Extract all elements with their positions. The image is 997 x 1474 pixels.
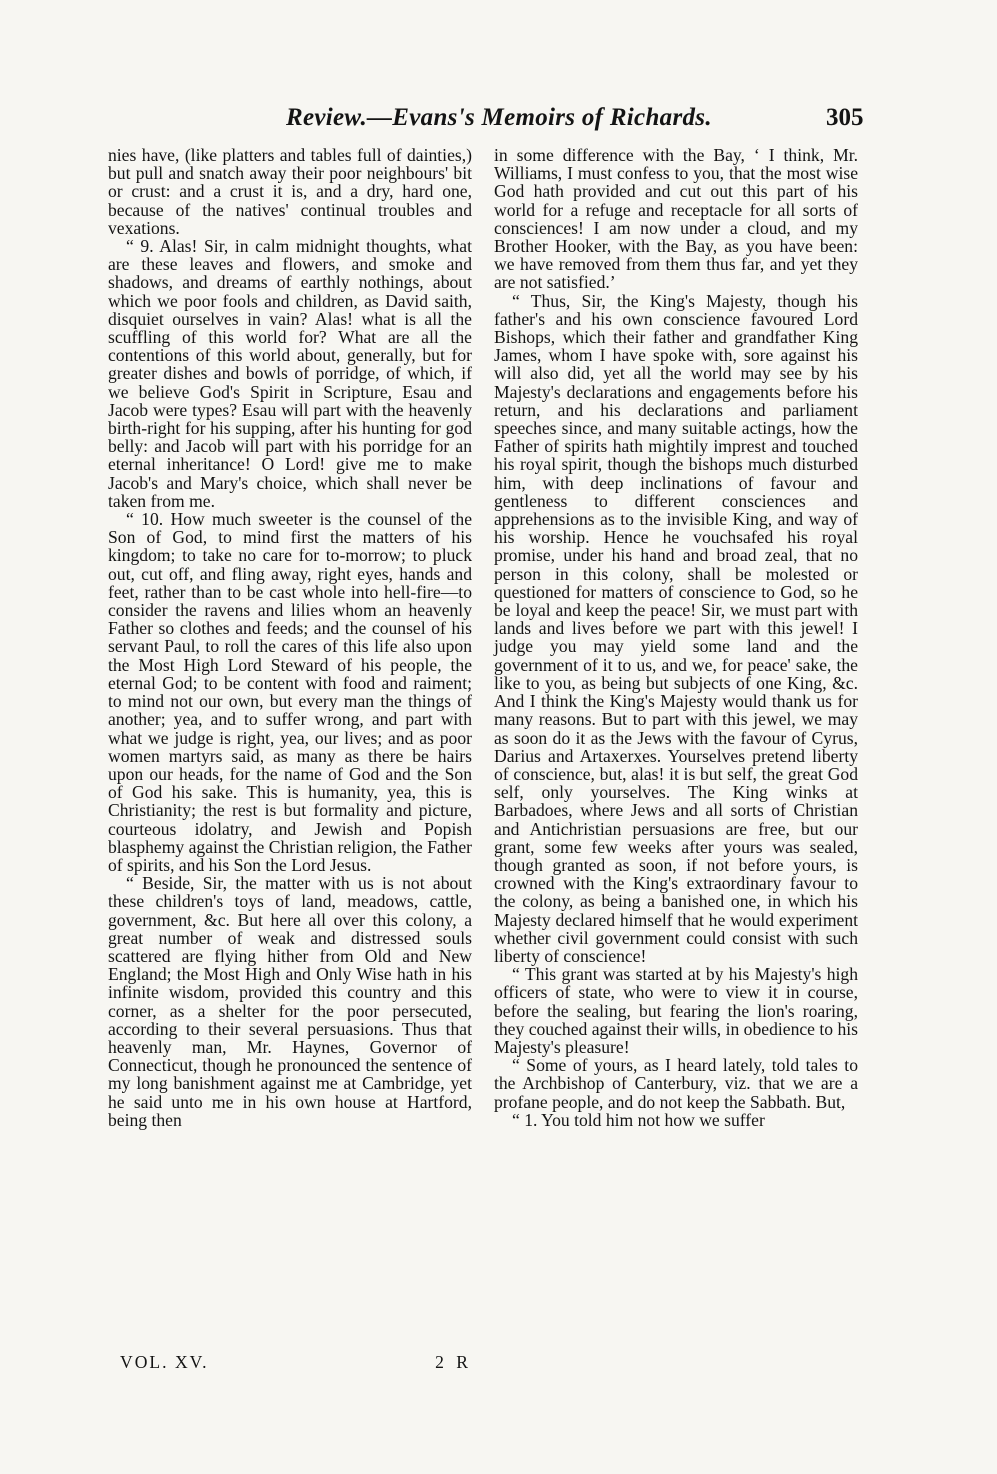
right-column [494, 146, 858, 1129]
paragraph: in some difference with the Bay, ‘ I think, Mr. Williams, I must confess to you, that the most wise God hath provided and cut out this part of his world for a refuge and receptacle for all sorts of consciences! I am now under a cloud, and my Brother Hooker, with the Bay, as you have been: we have removed from them thus far, and yet they are not satisfied.’ [494, 145, 858, 293]
page-header [0, 104, 997, 138]
paragraph: “ 10. How much sweeter is the counsel of the Son of God, to mind first the matters of his kingdom; to take no care for to-morrow; to pluck out, cut off, and fling away, right eyes, hands and feet, rather than to be cast whole into hell-fire—to consider the ravens and lilies whom an heavenly Father so clothes and feeds; and the counsel of his servant Paul, to roll the cares of this life also upon the Most High Lord Steward of his people, the eternal God; to be content with food and raiment; to mind not our own, but every man the things of another; yea, and to suffer wrong, and part with what we judge is right, yea, our lives; and as poor women martyrs said, as many as there be hairs upon our heads, for the name of God and the Son of God his sake. This is humanity, yea, this is Christianity; the rest is but formality and picture, courteous idolatry, and Jewish and Popish blasphemy against the Christian religion, the Father of spirits, and his Son the Lord Jesus. [108, 509, 473, 875]
paragraph: “ 9. Alas! Sir, in calm midnight thoughts, what are these leaves and flowers, and smoke and shadows, and dreams of earthly nothings, about which we poor fools and children, as David saith, disquiet ourselves in vain? Alas! what is all the scuffling of this world for? What are all the contentions of this world about, generally, but for greater dishes and bowls of porridge, of which, if we believe God's Spirit in Scripture, Esau and Jacob were types? Esau will part with the heavenly birth-right for his supping, after his hunting for god belly: and Jacob will part with his porridge for an eternal inheritance! O Lord! give me to make Jacob's and Mary's choice, which shall never be taken from me. [108, 236, 472, 511]
page-number: 305 [826, 104, 864, 131]
paragraph: “ This grant was started at by his Majesty's high officers of state, who were to view it in course, before the sealing, but fearing the lion's roaring, they couched against their wills, in obedience to his Majesty's pleasure! [494, 964, 858, 1057]
left-column [108, 146, 472, 1129]
paragraph: “ Beside, Sir, the matter with us is not about these children's toys of land, meadows, cattle, government, &c. But here all over this colony, a great number of weak and distressed souls scattered are flying hither from Old and New England; the Most High and Only Wise hath in his infinite wisdom, provided this country and this corner, as a shelter for the poor persecuted, according to their several persuasions. Thus that heavenly man, Mr. Haynes, Governor of Connecticut, though he pronounced the sentence of my long banishment against me at Cambridge, yet he said unto me in his own house at Hartford, being then [108, 873, 472, 1130]
running-title: Review.—Evans's Memoirs of Richards. [286, 104, 712, 131]
volume-label: VOL. XV. [120, 1352, 209, 1372]
paragraph: “ Thus, Sir, the King's Majesty, though his father's and his own conscience favoured Lord Bishops, which their father and grandfather King James, whom I have spoke with, sore against his will also did, yet all the world may see by his Majesty's declarations and engagements before his return, and his declarations and parliament speeches since, and many suitable actings, how the Father of spirits hath mightily imprest and touched his royal spirit, though the bishops much disturbed him, with deep inclinations of favour and gentleness to different consciences and apprehensions as to the invisible King, and way of his worship. Hence he vouchsafed his royal promise, under his hand and broad zeal, that no person in this colony, shall be molested or questioned for matters of conscience to God, so he be loyal and keep the peace! Sir, we must part with lands and lives before we part with this jewel! I judge you may yield some land and the government of it to us, and we, for peace' sake, the like to you, as being but subjects of one King, &c. And I think the King's Majesty would thank us for many reasons. But to part with this jewel, we may as soon do it as the Jews with the favour of Cyrus, Darius and Artaxerxes. Yourselves pretend liberty of conscience, but, alas! it is but self, the great God self, only yourselves. The King winks at Barbadoes, where Jews and all sorts of Christian and Antichristian persuasions are free, but our grant, some few weeks after yours was sealed, though granted as soon, if not before yours, is crowned with the King's extraordinary favour to the colony, as being a banished one, in which his Majesty declared himself that he would experiment whether civil government could consist with such liberty of conscience! [494, 290, 858, 966]
paragraph: nies have, (like platters and tables full of dainties,) but pull and snatch away their poor neighbours' bit or crust: and a crust it is, and a dry, hard one, because of the natives' continual troubles and vexations. [108, 145, 472, 238]
signature-mark: 2 R [435, 1352, 472, 1372]
paragraph: “ 1. You told him not how we suffer [512, 1109, 765, 1130]
paragraph: “ Some of yours, as I heard lately, told tales to the Archbishop of Canterbury, viz. that we are a profane people, and do not keep the Sabbath. But, [494, 1055, 858, 1112]
